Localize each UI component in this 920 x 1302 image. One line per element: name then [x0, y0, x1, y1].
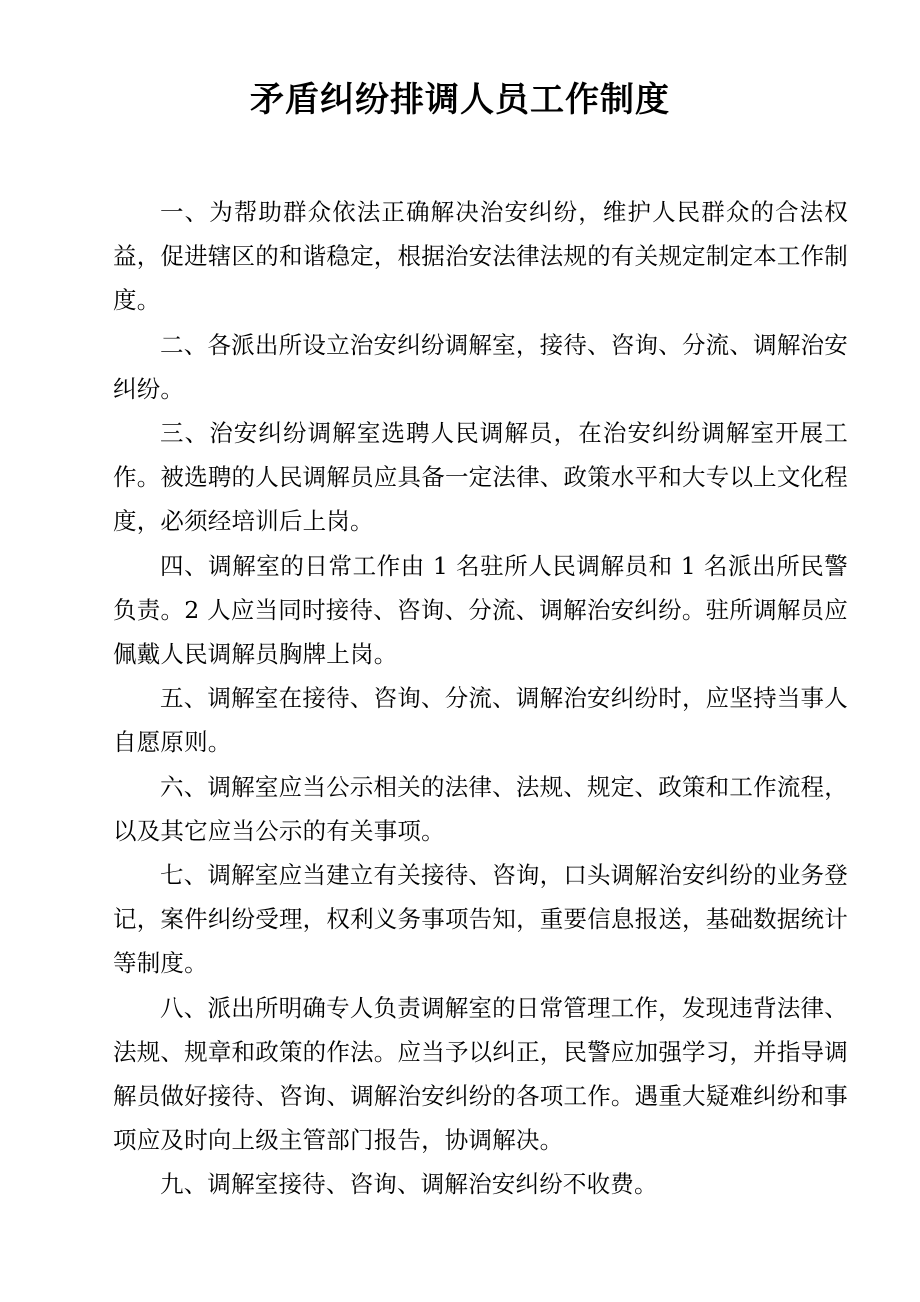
paragraph-4: 四、调解室的日常工作由 1 名驻所人民调解员和 1 名派出所民警负责。2 人应当同时接待、咨询、分流、调解治安纠纷。驻所调解员应佩戴人民调解员胸牌上岗。 — [113, 551, 848, 669]
paragraph-1: 一、为帮助群众依法正确解决治安纠纷，维护人民群众的合法权益，促进辖区的和谐稳定，根据治安法律法规的有关规定制定本工作制度。 — [113, 198, 848, 315]
paragraph-7: 七、调解室应当建立有关接待、咨询，口头调解治安纠纷的业务登记，案件纠纷受理，权利义务事项告知，重要信息报送，基础数据统计等制度。 — [113, 861, 848, 978]
paragraph-9: 九、调解室接待、咨询、调解治安纠纷不收费。 — [160, 1170, 658, 1199]
paragraph-3: 三、治安纠纷调解室选聘人民调解员，在治安纠纷调解室开展工作。被选聘的人民调解员应具备一定法律、政策水平和大专以上文化程度，必须经培训后上岗。 — [113, 419, 848, 536]
paragraph-2: 二、各派出所设立治安纠纷调解室，接待、咨询、分流、调解治安纠纷。 — [113, 330, 848, 403]
paragraph-6: 六、调解室应当公示相关的法律、法规、规定、政策和工作流程，以及其它应当公示的有关事项。 — [113, 772, 848, 845]
paragraph-5: 五、调解室在接待、咨询、分流、调解治安纠纷时，应坚持当事人自愿原则。 — [113, 684, 848, 757]
document-title: 矛盾纠纷排调人员工作制度 — [250, 80, 670, 120]
paragraph-8: 八、派出所明确专人负责调解室的日常管理工作，发现违背法律、法规、规章和政策的作法。应当予以纠正，民警应加强学习，并指导调解员做好接待、咨询、调解治安纠纷的各项工作。遇重大疑难纠纷和事项应及时向上级主管部门报告，协调解决。 — [113, 993, 848, 1155]
document-body — [113, 190, 848, 1207]
